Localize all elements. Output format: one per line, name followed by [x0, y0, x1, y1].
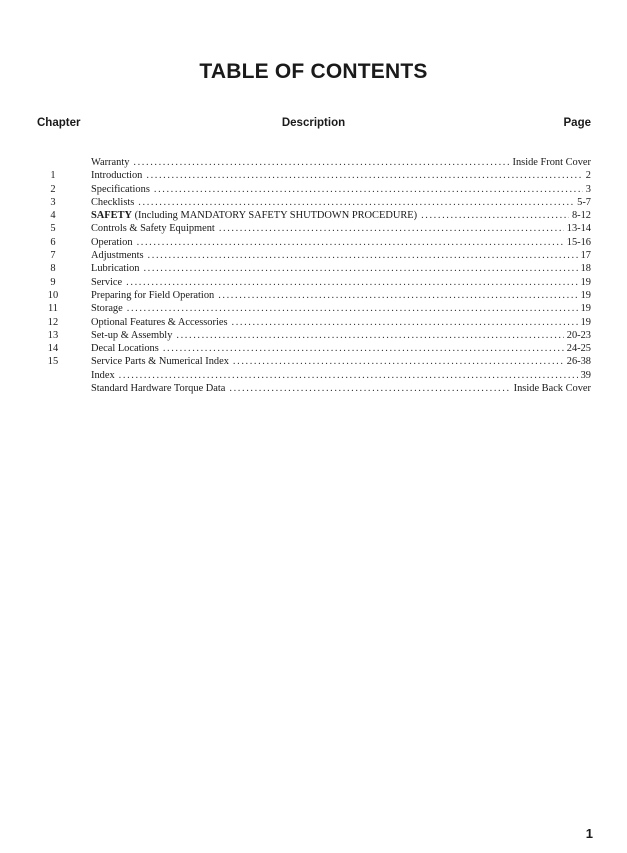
dot-leader — [233, 355, 564, 368]
dot-leader — [119, 369, 578, 382]
toc-chapter-number: 13 — [47, 329, 59, 341]
toc-chapter-number: 7 — [50, 250, 56, 262]
dot-leader — [126, 276, 577, 289]
toc-description-text: Adjustments — [91, 250, 144, 262]
toc-page-ref: Inside Front Cover — [512, 157, 591, 168]
description-column-header: Description — [281, 117, 346, 129]
toc-page-ref: 26-38 — [566, 356, 591, 368]
toc-description — [91, 289, 218, 302]
toc-page-ref: 15-16 — [566, 236, 591, 248]
toc-entry-service-parts — [36, 355, 591, 368]
toc-description-text: Index — [91, 369, 115, 381]
toc-entry-index — [36, 369, 591, 382]
toc-chapter-number: 1 — [50, 170, 56, 182]
toc-description — [91, 209, 421, 222]
toc-page-ref: 17 — [580, 250, 591, 262]
toc-description — [91, 329, 176, 342]
toc-description-text: Storage — [91, 303, 123, 315]
dot-leader — [138, 196, 574, 209]
page-column-header: Page — [563, 117, 591, 129]
toc-page-ref: 20-23 — [566, 329, 591, 341]
toc-description-bold: SAFETY — [91, 210, 132, 222]
toc-page-ref: Inside Back Cover — [513, 383, 591, 395]
dot-leader — [148, 249, 578, 262]
toc-description — [91, 183, 154, 196]
toc-chapter-number: 6 — [50, 236, 56, 248]
toc-description — [91, 316, 232, 329]
dot-leader — [146, 169, 582, 182]
toc-entry-introduction — [36, 169, 591, 182]
toc-entry-warranty — [36, 156, 591, 169]
toc-page-ref: 24-25 — [566, 343, 591, 355]
dot-leader — [163, 342, 564, 355]
toc-entry-setup — [36, 329, 591, 342]
toc-page-ref: 19 — [580, 289, 591, 301]
toc-entry-optional-features — [36, 316, 591, 329]
dot-leader — [133, 156, 509, 169]
toc-chapter-number: 5 — [50, 223, 56, 235]
chapter-column-header: Chapter — [37, 117, 81, 129]
toc-list — [36, 156, 591, 395]
toc-description — [91, 276, 126, 289]
toc-chapter-number: 12 — [47, 316, 59, 328]
toc-chapter-number: 4 — [50, 210, 56, 222]
toc-description-text: Warranty — [91, 157, 130, 168]
dot-leader — [154, 183, 583, 196]
dot-leader — [229, 382, 510, 395]
toc-page-ref: 8-12 — [571, 210, 591, 222]
toc-description — [91, 169, 146, 182]
toc-entry-service — [36, 276, 591, 289]
dot-leader — [219, 222, 564, 235]
toc-page-ref: 13-14 — [566, 223, 591, 235]
page-title: TABLE OF CONTENTS — [199, 60, 428, 83]
toc-description-text: Service Parts & Numerical Index — [91, 356, 229, 368]
toc-entry-checklists — [36, 196, 591, 209]
toc-entry-torque-data — [36, 382, 591, 395]
toc-page-ref: 3 — [585, 183, 591, 195]
toc-description — [91, 382, 229, 395]
toc-chapter-number: 11 — [47, 303, 58, 315]
toc-chapter-number: 14 — [47, 343, 59, 355]
toc-page-ref: 18 — [580, 263, 591, 275]
dot-leader — [232, 316, 578, 329]
toc-entry-operation — [36, 236, 591, 249]
toc-description-text: Operation — [91, 236, 133, 248]
toc-chapter-number: 10 — [47, 289, 59, 301]
toc-entry-lubrication — [36, 262, 591, 275]
toc-entry-decals — [36, 342, 591, 355]
toc-chapter-number: 3 — [50, 196, 56, 208]
toc-description — [91, 302, 127, 315]
toc-chapter-number: 8 — [50, 263, 56, 275]
toc-description-text: Lubrication — [91, 263, 140, 275]
toc-page-ref: 19 — [580, 316, 591, 328]
dot-leader — [176, 329, 563, 342]
toc-description-text: Controls & Safety Equipment — [91, 223, 215, 235]
toc-entry-storage — [36, 302, 591, 315]
dot-leader — [143, 262, 577, 275]
toc-page-ref: 19 — [580, 276, 591, 288]
toc-chapter-number: 9 — [50, 276, 56, 288]
toc-description-text: (Including MANDATORY SAFETY SHUTDOWN PROCEDURE) — [132, 210, 418, 222]
toc-chapter-number: 15 — [47, 356, 59, 368]
toc-page-ref: 39 — [580, 369, 591, 381]
toc-description — [91, 222, 219, 235]
dot-leader — [218, 289, 577, 302]
toc-description-text: Checklists — [91, 196, 135, 208]
toc-page-ref: 5-7 — [577, 196, 591, 208]
dot-leader — [421, 209, 569, 222]
toc-description-text: Optional Features & Accessories — [91, 316, 228, 328]
toc-page-ref: 2 — [585, 170, 591, 182]
toc-description-text: Preparing for Field Operation — [91, 289, 215, 301]
toc-description-text: Set-up & Assembly — [91, 329, 173, 341]
dot-leader — [127, 302, 578, 315]
toc-description — [91, 196, 138, 209]
toc-chapter-number: 2 — [50, 183, 56, 195]
toc-description — [91, 249, 148, 262]
toc-description — [91, 262, 143, 275]
toc-description — [91, 342, 163, 355]
toc-entry-field-operation — [36, 289, 591, 302]
page-number: 1 — [585, 826, 593, 841]
toc-entry-controls — [36, 222, 591, 235]
toc-entry-adjustments — [36, 249, 591, 262]
toc-entry-safety — [36, 209, 591, 222]
toc-entry-specifications — [36, 183, 591, 196]
toc-description-text: Specifications — [91, 183, 150, 195]
toc-description-text: Decal Locations — [91, 343, 159, 355]
toc-description — [91, 236, 137, 249]
toc-description-text: Standard Hardware Torque Data — [91, 383, 226, 395]
toc-description — [91, 156, 133, 169]
toc-description — [91, 355, 233, 368]
dot-leader — [137, 236, 564, 249]
toc-description-text: Service — [91, 276, 123, 288]
toc-description-text: Introduction — [91, 170, 143, 182]
toc-description — [91, 369, 119, 382]
toc-page-ref: 19 — [580, 303, 591, 315]
